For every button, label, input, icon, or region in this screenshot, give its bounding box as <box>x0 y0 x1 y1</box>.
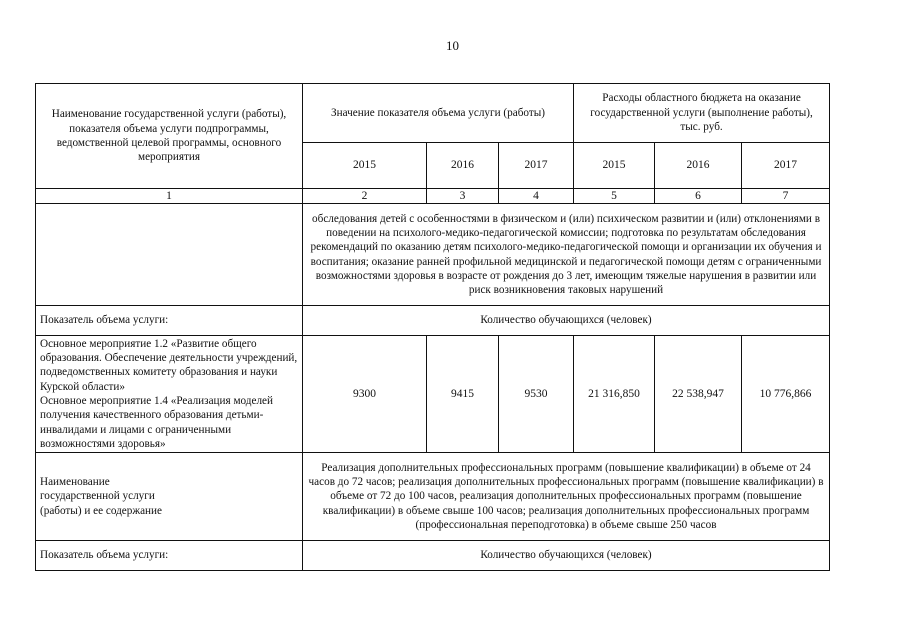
year-cell: 2016 <box>655 143 742 189</box>
expense-2015: 21 316,850 <box>574 336 655 453</box>
column-number: 6 <box>655 189 742 204</box>
year-cell: 2017 <box>742 143 830 189</box>
service-description-continued: обследования детей с особенностями в физическом и (или) психическом развитии и (или) отклонениями в поведении на психолого-медико-педагогической комиссии; подготовка по результатам обследования рекомендаций по оказанию детям психолого-медико-педагогической помощи и организации их обучения и воспитания; оказание ранней профильной медицинской и педагогической помощи детям с ограниченными возможностями здоровья в возрасте от рождения до 3 лет, имеющим тяжелые нарушения в развитии или риск возникновения таковых нарушений <box>303 204 830 306</box>
continuation-row <box>36 204 830 306</box>
column-number: 4 <box>499 189 574 204</box>
column-number: 3 <box>427 189 499 204</box>
measure-label: Основное мероприятие 1.2 «Развитие общего образования. Обеспечение деятельности учреждений, подведомственных комитету образования и науки Курской области» Основное мероприятие 1.4 «Реализация моделей получения качественного образования детьми-инвалидами и лицами с ограниченными возможностями здоровья» <box>36 336 303 453</box>
page-number: 10 <box>446 38 459 53</box>
column-number: 5 <box>574 189 655 204</box>
volume-2016: 9415 <box>427 336 499 453</box>
budget-table <box>35 83 830 571</box>
indicator-label: Показатель объема услуги: <box>36 306 303 336</box>
volume-2015: 9300 <box>303 336 427 453</box>
header-expense-cell: Расходы областного бюджета на оказание государственной услуги (выполнение работы), тыс. руб. <box>574 84 830 143</box>
column-number: 2 <box>303 189 427 204</box>
expense-2016: 22 538,947 <box>655 336 742 453</box>
column-number-row <box>36 189 830 204</box>
year-cell: 2015 <box>574 143 655 189</box>
service-text: Реализация дополнительных профессиональных программ (повышение квалификации) в объеме от 24 часов до 72 часов; реализация дополнительных профессиональных программ (повышение квалификации) в объеме от 72 до 100 часов, реализация дополнительных профессиональных программ (повышение квалификации) в объеме свыше 100 часов; реализация дополнительных профессиональных программ (профессиональная переподготовка) в объеме свыше 250 часов <box>303 453 830 541</box>
header-row <box>36 84 830 143</box>
header-name-cell: Наименование государственной услуги (работы), показателя объема услуги подпрограммы, ведомственной целевой программы, основного мероприятия <box>36 84 303 189</box>
year-cell: 2016 <box>427 143 499 189</box>
service-label: Наименование государственной услуги (работы) и ее содержание <box>36 453 303 541</box>
header-volume-cell: Значение показателя объема услуги (работы) <box>303 84 574 143</box>
empty-cell <box>36 204 303 306</box>
column-number: 1 <box>36 189 303 204</box>
indicator-value: Количество обучающихся (человек) <box>303 541 830 571</box>
year-cell: 2015 <box>303 143 427 189</box>
indicator-value: Количество обучающихся (человек) <box>303 306 830 336</box>
indicator-row <box>36 306 830 336</box>
measure-row <box>36 336 830 453</box>
column-number: 7 <box>742 189 830 204</box>
service-row <box>36 453 830 541</box>
volume-2017: 9530 <box>499 336 574 453</box>
indicator-label: Показатель объема услуги: <box>36 541 303 571</box>
indicator-row <box>36 541 830 571</box>
year-cell: 2017 <box>499 143 574 189</box>
expense-2017: 10 776,866 <box>742 336 830 453</box>
